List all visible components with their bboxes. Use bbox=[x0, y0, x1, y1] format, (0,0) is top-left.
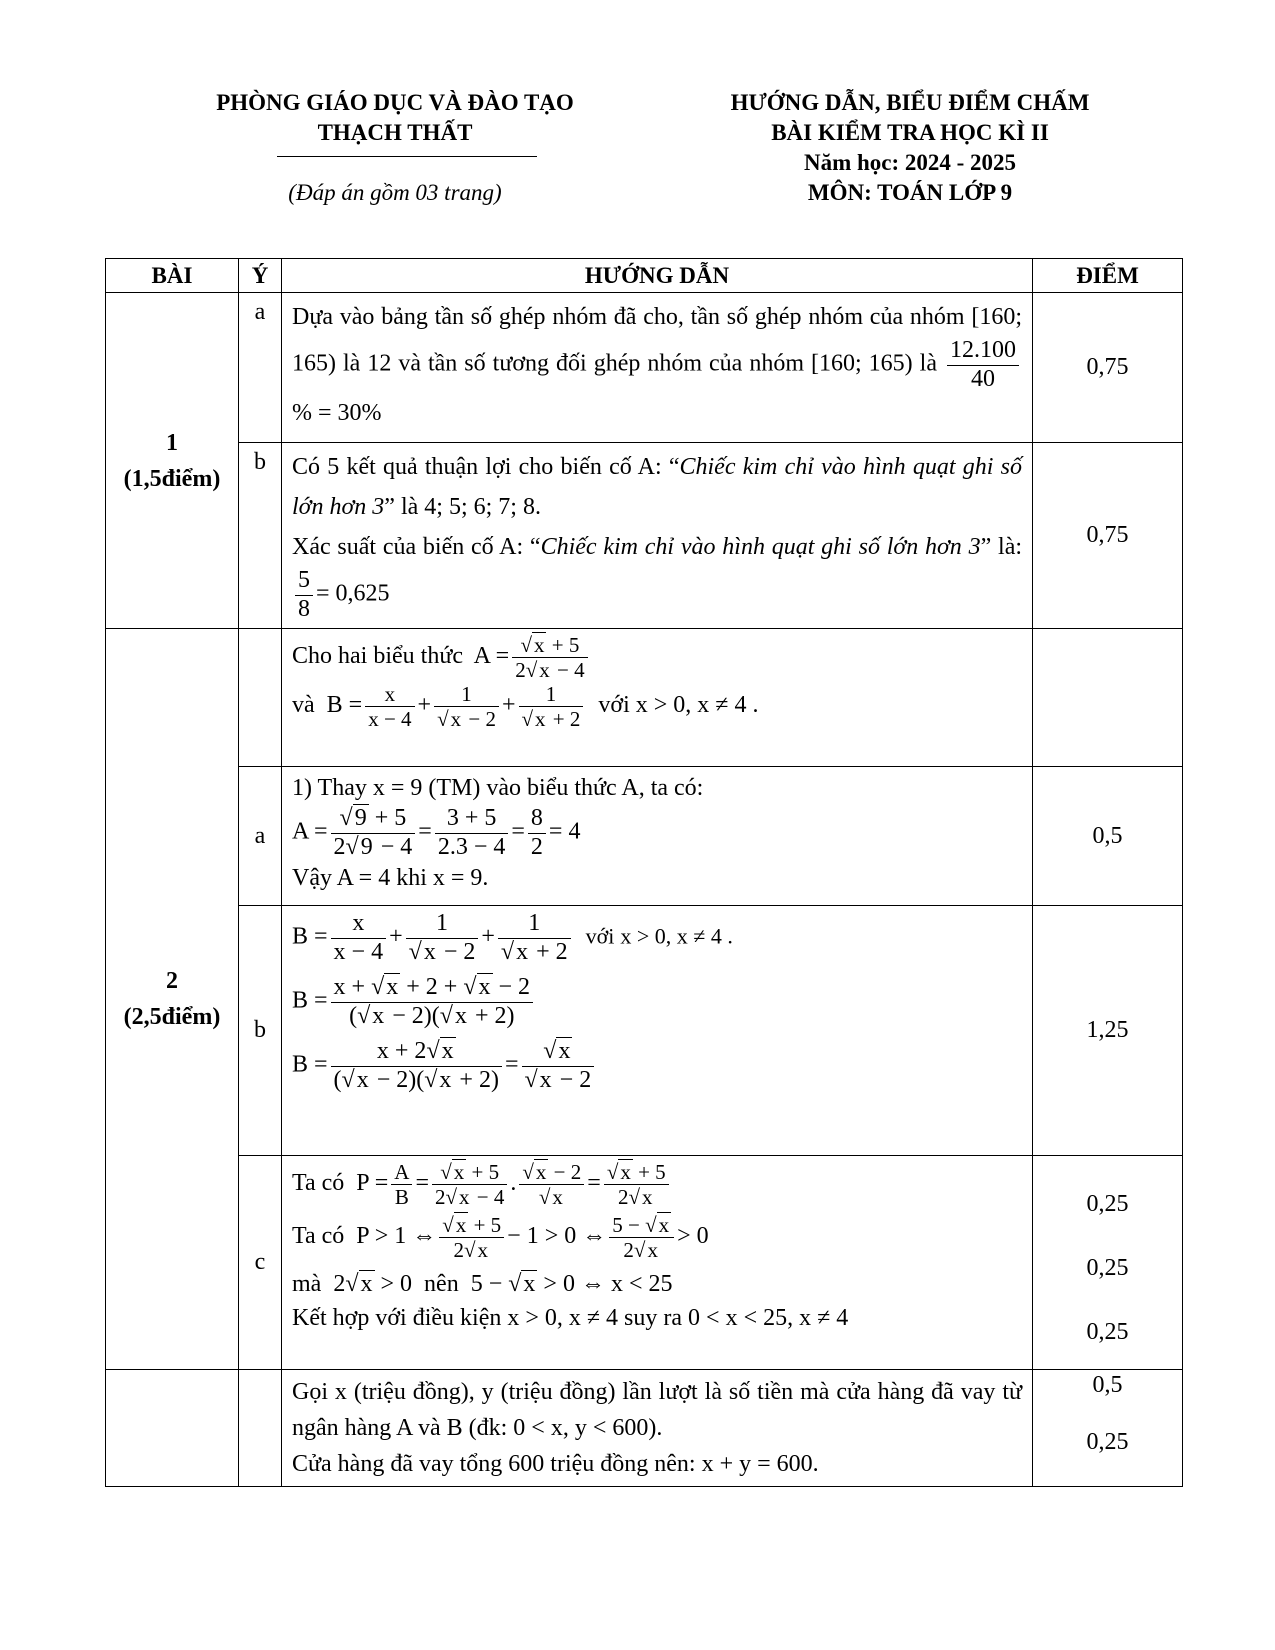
probability-result: = 0,625 bbox=[316, 580, 390, 607]
fraction: 1 √ x − 2 bbox=[434, 682, 499, 731]
col-header-bai: BÀI bbox=[106, 259, 239, 293]
intro-text: với bbox=[598, 692, 630, 719]
y-2a: a bbox=[239, 767, 282, 906]
department-name: PHÒNG GIÁO DỤC VÀ ĐÀO TẠO bbox=[216, 90, 574, 115]
y-1a: a bbox=[239, 293, 282, 443]
document-title-block bbox=[700, 88, 1120, 208]
exam-name: BÀI KIỂM TRA HỌC KÌ II bbox=[771, 120, 1049, 145]
fraction: √ $\frac{x + 5}{2√ x}$ bbox=[604, 1160, 669, 1209]
fraction: √ x √ x − 2 bbox=[522, 1038, 595, 1094]
conclusion-text: Kết hợp với điều kiện x > 0, x ≠ 4 suy ra bbox=[292, 1304, 683, 1331]
answer-1b-text: ” là: bbox=[980, 534, 1023, 560]
diem-1b: 0,75 bbox=[1033, 443, 1183, 629]
table-row bbox=[106, 1156, 1183, 1370]
y-1b: b bbox=[239, 443, 282, 629]
table-header-row bbox=[106, 259, 1183, 293]
bai-3-cell bbox=[106, 1370, 239, 1487]
diem-2c-1: 0,25 bbox=[1086, 1190, 1129, 1217]
answer-1a-text: Dựa vào bảng tần số ghép nhóm đã cho, tần số ghép nhóm của nhóm [160; 165) là 12 và tần số tương đối ghép nhóm của nhóm [160; 165) là bbox=[292, 304, 1022, 377]
table-row bbox=[106, 443, 1183, 629]
formula-p-inequality: Ta có P > 1 ⇔ √ $\frac{x + 5}{2√ x}$ − 1 > 0 ⇔ $\frac{5 - √ x}{2√ x}$ > 0 bbox=[292, 1213, 1022, 1262]
diem-1a: 0,75 bbox=[1033, 293, 1183, 443]
formula-a-definition: Cho hai biểu thức A = √ $\frac{x + 5}{2√ x - 4}$ bbox=[292, 633, 1022, 682]
fraction-denominator: 8 bbox=[298, 595, 310, 622]
answer-2-intro bbox=[282, 629, 1033, 767]
page-count-note: (Đáp án gồm 03 trang) bbox=[288, 180, 502, 205]
bai-1-cell bbox=[106, 293, 239, 629]
table-row bbox=[106, 906, 1183, 1156]
answer-2a-line: 1) Thay x = 9 (TM) vào biểu thức A, ta có: bbox=[292, 775, 704, 801]
diem-3-1: 0,5 bbox=[1092, 1372, 1123, 1398]
header-divider bbox=[277, 156, 537, 157]
bai-1-points: (1,5điểm) bbox=[123, 465, 221, 492]
fraction: $\frac{8}{2}$ bbox=[528, 805, 546, 861]
col-header-huong-dan: HƯỚNG DẪN bbox=[282, 259, 1033, 293]
answer-1b-text: Xác suất của biến cố A: “ bbox=[292, 534, 541, 560]
nen-text: nên bbox=[424, 1270, 459, 1297]
fraction: 1 √ x − 2 bbox=[406, 910, 479, 966]
fraction: √ $\frac{x + 5}{2√ x}$ bbox=[439, 1213, 504, 1262]
event-description: Chiếc kim chỉ vào hình quạt ghi số lớn hơn 3 bbox=[292, 454, 1022, 520]
y-2c: c bbox=[239, 1156, 282, 1370]
answer-1a bbox=[282, 293, 1033, 443]
fraction: √ $\frac{x + 5}{2√ x - 4}$ bbox=[432, 1160, 507, 1209]
formula-p-definition: Ta có P = $\frac{A}{B}$ = √ $\frac{x + 5}{2√ x - 4}$ . √ x − 2 √ x = √ $\frac{x + 5}{2√ x}$ bbox=[292, 1160, 1022, 1209]
subject: MÔN: TOÁN LỚP 9 bbox=[807, 180, 1013, 205]
fraction bbox=[295, 567, 313, 623]
grading-table bbox=[105, 258, 1183, 1487]
bai-2-cell bbox=[106, 629, 239, 1370]
answer-2c bbox=[282, 1156, 1033, 1370]
taco-text: Ta có bbox=[292, 1223, 345, 1250]
formula-b-step3: B = $\frac{x + 2√ x}{(√ x - 2)(√ x + 2)}$ = √ x √ x − 2 bbox=[292, 1038, 1022, 1094]
intro-text: và bbox=[292, 692, 315, 719]
diem-2c-3: 0,25 bbox=[1086, 1318, 1129, 1345]
table-row bbox=[106, 293, 1183, 443]
diem-3 bbox=[1033, 1370, 1183, 1487]
answer-2b bbox=[282, 906, 1033, 1156]
fraction: √ $\frac{x + 5}{2√ x - 4}$ bbox=[512, 633, 587, 682]
condition: x > 0, x ≠ 4 . bbox=[635, 692, 759, 719]
answer-2a-conclusion: Vậy A = 4 khi x = 9. bbox=[292, 865, 489, 892]
y-2b: b bbox=[239, 906, 282, 1156]
y-3 bbox=[239, 1370, 282, 1487]
event-description: Chiếc kim chỉ vào hình quạt ghi số lớn hơn 3 bbox=[540, 534, 981, 560]
col-header-y: Ý bbox=[239, 259, 282, 293]
bai-2-points: (2,5điểm) bbox=[123, 1004, 221, 1030]
answer-3-line: Cửa hàng đã vay tổng 600 triệu đồng nên: x + y = 600. bbox=[292, 1451, 819, 1477]
table-row bbox=[106, 767, 1183, 906]
formula-a-evaluation: A = √ $\frac{9 + 5}{2√ 9 - 4}$ = $\frac{3 + 5}{2.3 - 4}$ = $\frac{8}{2}$ = 4 bbox=[292, 805, 1022, 861]
school-year: Năm học: 2024 - 2025 bbox=[803, 150, 1017, 175]
table-row bbox=[106, 1370, 1183, 1487]
fraction: √ x − 2 √ x bbox=[519, 1160, 584, 1209]
formula-b-definition: và B = $\frac{x}{x - 4}$ + 1 √ x − 2 + 1 √ x + 2 với x > 0, x ≠ 4 . bbox=[292, 682, 1022, 731]
taco-text: Ta có bbox=[292, 1170, 345, 1197]
diem-2c-2: 0,25 bbox=[1086, 1254, 1129, 1281]
answer-3 bbox=[282, 1370, 1033, 1487]
diem-2c bbox=[1033, 1156, 1183, 1370]
formula-b-step2: B = $\frac{x + √ x + 2 + √ x - 2}{(√ x - 2)(√ x + 2)}$ bbox=[292, 974, 1022, 1030]
col-header-diem: ĐIỂM bbox=[1033, 259, 1183, 293]
fraction: 1 √ x + 2 bbox=[498, 910, 571, 966]
fraction: $\frac{A}{B}$ bbox=[391, 1160, 412, 1209]
fraction-numerator: 12.100 bbox=[947, 337, 1019, 366]
fraction bbox=[947, 337, 1019, 393]
fraction-denominator: 40 bbox=[971, 365, 995, 392]
fraction-numerator: 5 bbox=[295, 567, 313, 596]
bai-2-label: 2 bbox=[166, 968, 178, 994]
department-header bbox=[165, 88, 625, 148]
answer-2a bbox=[282, 767, 1033, 906]
diem-3-2: 0,25 bbox=[1086, 1429, 1129, 1455]
ma-text: mà bbox=[292, 1270, 322, 1297]
answer-1b-text: Có 5 kết quả thuận lợi cho biến cố A: “ bbox=[292, 454, 680, 480]
formula-p-condition: mà 2√ x > 0 nên 5 − √ x > 0 ⇔ x < 25 bbox=[292, 1267, 1022, 1301]
table-row bbox=[106, 629, 1183, 767]
with-text: với bbox=[585, 923, 615, 949]
answer-1b bbox=[282, 443, 1033, 629]
fraction: √ $\frac{9 + 5}{2√ 9 - 4}$ bbox=[331, 805, 416, 861]
diem-2a: 0,5 bbox=[1033, 767, 1183, 906]
diem-2b: 1,25 bbox=[1033, 906, 1183, 1156]
fraction: $\frac{x + √ x + 2 + √ x - 2}{(√ x - 2)(√ x + 2)}$ bbox=[331, 974, 534, 1030]
fraction: $\frac{x}{x - 4}$ bbox=[365, 682, 414, 731]
answer-1b-outcomes: ” là 4; 5; 6; 7; 8. bbox=[384, 494, 541, 520]
formula-p-result bbox=[292, 1301, 1022, 1335]
condition: x > 0, x ≠ 4 . bbox=[620, 923, 733, 949]
document-title: HƯỚNG DẪN, BIỂU ĐIỂM CHẤM bbox=[730, 90, 1090, 115]
fraction: $\frac{x + 2√ x}{(√ x - 2)(√ x + 2)}$ bbox=[331, 1038, 502, 1094]
diem-2-intro bbox=[1033, 629, 1183, 767]
answer-3-line: Gọi x (triệu đồng), y (triệu đồng) lần lượt là số tiền mà cửa hàng đã vay từ ngân hàng A và B (đk: 0 < x, y < 600). bbox=[292, 1379, 1022, 1441]
y-2-intro bbox=[239, 629, 282, 767]
fraction: 1 √ x + 2 bbox=[519, 682, 584, 731]
bai-1-label: 1 bbox=[166, 429, 178, 456]
answer-1a-result: % = 30% bbox=[292, 400, 382, 427]
intro-text: Cho hai biểu thức bbox=[292, 643, 463, 670]
final-result: 0 < x < 25, x ≠ 4 bbox=[688, 1304, 849, 1331]
district-name: THẠCH THẤT bbox=[317, 120, 473, 145]
fraction: $\frac{3 + 5}{2.3 - 4}$ bbox=[435, 805, 509, 861]
fraction: $\frac{5 - √ x}{2√ x}$ bbox=[609, 1213, 674, 1262]
formula-b-step1: B = $\frac{x}{x - 4}$ + 1 √ x − 2 + 1 √ x + 2 với x > 0, x ≠ 4 . bbox=[292, 910, 1022, 966]
fraction: $\frac{x}{x - 4}$ bbox=[331, 910, 387, 966]
